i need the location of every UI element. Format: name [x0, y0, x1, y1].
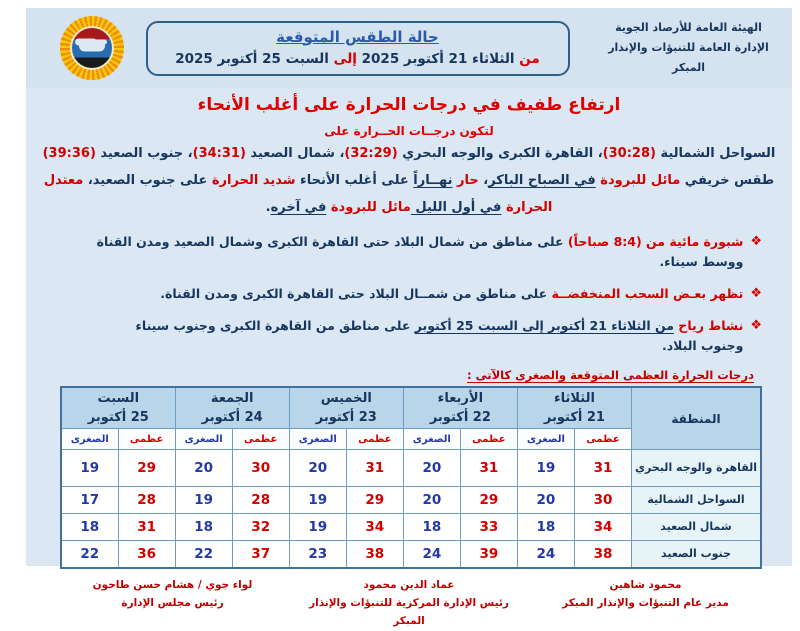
diamond-bullet-icon: ❖: [750, 318, 762, 334]
text-segment: .: [265, 200, 271, 216]
forecast-bullet-list: [96, 232, 762, 357]
temp-max-cell: 29: [118, 450, 175, 487]
text-segment: معتدل الحرارة: [43, 173, 553, 216]
signatory-title: مدير عام التنبؤات والإنذار المبكر: [562, 597, 729, 610]
text-segment: في آخره: [270, 200, 327, 216]
bullet-text: [96, 232, 743, 272]
text-segment: نشاط رياح: [673, 318, 744, 334]
bullet-item: [96, 232, 762, 272]
signatory-title: رئيس مجلس الإدارة: [121, 597, 224, 610]
day-name: السبت: [97, 390, 140, 406]
temp-min-cell: 18: [61, 514, 118, 541]
ema-logo-icon: [60, 16, 124, 80]
text-segment: مائل للبرودة: [326, 200, 411, 216]
text-segment: من: [514, 50, 540, 67]
text-segment: السبت 25 أكتوبر 2025: [175, 50, 329, 67]
text-segment: حار: [452, 173, 479, 188]
table-caption: درجات الحرارة العظمى المتوقعة والصغرى كالآتى :: [467, 368, 754, 383]
day-header: [289, 387, 403, 429]
text-segment: الثلاثاء 21 أكتوبر 2025: [356, 50, 515, 67]
signature-footer: [56, 577, 762, 631]
temp-max-cell: 32: [232, 514, 289, 541]
text-segment: مائل للبرودة: [595, 173, 681, 188]
temp-max-cell: 31: [574, 450, 631, 487]
org-line2: الإدارة العامة للتنبؤات والإنذار المبكر: [608, 41, 769, 74]
diamond-bullet-icon: ❖: [750, 233, 762, 249]
signature-block: [529, 577, 762, 631]
day-header: [517, 387, 631, 429]
signature-block: [293, 577, 526, 631]
weather-description-paragraph: [39, 167, 779, 222]
table-row: [61, 541, 761, 569]
max-label: عظمى: [232, 429, 289, 450]
temp-min-cell: 19: [175, 487, 232, 514]
temp-max-cell: 34: [574, 514, 631, 541]
bulletin-title: حالة الطقس المتوقعة: [276, 27, 439, 46]
temp-min-cell: 19: [517, 450, 574, 487]
text-segment: (32:29): [344, 146, 398, 161]
forecast-headline: ارتفاع طفيف في درجات الحرارة على أغلب الأنحاء: [197, 95, 621, 115]
org-line1: الهيئة العامة للأرصاد الجوية: [615, 21, 762, 35]
day-header: [175, 387, 289, 429]
temp-min-cell: 23: [289, 541, 346, 569]
max-label: عظمى: [574, 429, 631, 450]
text-segment: ، شمال الصعيد: [245, 146, 345, 161]
temp-min-cell: 24: [403, 541, 460, 569]
min-label: الصغرى: [517, 429, 574, 450]
temp-min-cell: 18: [403, 514, 460, 541]
max-label: عظمى: [346, 429, 403, 450]
weather-bulletin-page: [26, 8, 792, 628]
text-segment: (34:31): [192, 146, 246, 161]
signatory-name: محمود شاهين: [609, 579, 682, 592]
temp-min-cell: 17: [61, 487, 118, 514]
temp-max-cell: 28: [118, 487, 175, 514]
bullet-item: [96, 316, 762, 356]
text-segment: طقس خريفي: [680, 173, 775, 188]
temp-min-cell: 22: [61, 541, 118, 569]
text-segment: إلى: [328, 50, 357, 67]
text-segment: تظهر بعـض السحب المنخفضــة: [547, 285, 744, 301]
regions-temperature-line: [26, 146, 792, 161]
day-date: 21 أكتوبر: [543, 410, 605, 426]
temp-max-cell: 38: [574, 541, 631, 569]
organization-name: [591, 18, 786, 77]
temp-min-cell: 20: [403, 487, 460, 514]
temp-min-cell: 18: [175, 514, 232, 541]
text-segment: (30:28): [602, 146, 656, 161]
min-label: الصغرى: [61, 429, 118, 450]
temp-max-cell: 37: [232, 541, 289, 569]
temp-max-cell: 31: [346, 450, 403, 487]
signatory-name: عماد الدين محمود: [363, 579, 455, 592]
signatory-name: لواء جوي / هشام حسن طاحون: [92, 579, 253, 592]
temp-max-cell: 36: [118, 541, 175, 569]
day-name: الجمعة: [210, 390, 254, 406]
region-name-cell: شمال الصعيد: [632, 514, 762, 541]
text-segment: على مناطق من شمال البلاد حتى القاهرة الكبرى وشمال الصعيد ومدن القناة ووسط سيناء.: [96, 233, 744, 269]
temp-max-cell: 30: [574, 487, 631, 514]
ema-logo-emblem: [70, 26, 114, 70]
temp-max-cell: 31: [118, 514, 175, 541]
text-segment: على مناطق من شمــال البلاد حتى القاهرة الكبرى ومدن القناة.: [160, 285, 548, 301]
temp-max-cell: 30: [232, 450, 289, 487]
temp-min-cell: 18: [517, 514, 574, 541]
day-name: الثلاثاء: [553, 390, 595, 406]
temp-max-cell: 29: [460, 487, 517, 514]
text-segment: في الصباح الباكر: [488, 173, 596, 188]
day-date: 23 أكتوبر: [315, 410, 377, 426]
temp-max-cell: 29: [346, 487, 403, 514]
max-label: عظمى: [118, 429, 175, 450]
day-date: 24 أكتوبر: [201, 410, 263, 426]
region-name-cell: السواحل الشمالية: [632, 487, 762, 514]
temp-min-cell: 20: [403, 450, 460, 487]
cloud-icon: [79, 41, 105, 52]
bullet-text: [160, 284, 743, 304]
signature-block: [56, 577, 289, 631]
temp-min-cell: 22: [175, 541, 232, 569]
bullet-text: [96, 316, 743, 356]
temp-max-cell: 33: [460, 514, 517, 541]
table-row: [61, 487, 761, 514]
temp-min-cell: 20: [289, 450, 346, 487]
header-banner: [26, 8, 792, 88]
region-name-cell: القاهرة والوجه البحري: [632, 450, 762, 487]
temp-min-cell: 19: [289, 487, 346, 514]
text-segment: في أول الليل: [410, 200, 502, 216]
temp-max-cell: 34: [346, 514, 403, 541]
region-column-header: المنطقة: [632, 387, 762, 450]
temp-min-cell: 20: [175, 450, 232, 487]
text-segment: على مناطق من القاهرة الكبرى وجنوب سيناء وجنوب البلاد.: [135, 318, 744, 354]
min-label: الصغرى: [175, 429, 232, 450]
bulletin-title-box: [146, 21, 570, 76]
day-date: 25 أكتوبر: [87, 410, 149, 426]
text-segment: (39:36): [42, 146, 96, 161]
text-segment: شديد الحرارة: [207, 173, 296, 188]
temp-min-cell: 19: [61, 450, 118, 487]
bullet-item: [96, 284, 762, 305]
text-segment: شبورة مائية من (8:4 صباحاً): [563, 233, 744, 249]
text-segment: على جنوب الصعيد،: [83, 173, 208, 188]
bulletin-date-range: [156, 51, 560, 67]
diamond-bullet-icon: ❖: [750, 285, 762, 301]
day-header: [403, 387, 517, 429]
temp-max-cell: 39: [460, 541, 517, 569]
signatory-title: رئيس الإدارة المركزية للتنبؤات والإنذار المبكر: [309, 597, 509, 628]
text-segment: ،: [478, 173, 489, 188]
temp-max-cell: 31: [460, 450, 517, 487]
temp-min-cell: 24: [517, 541, 574, 569]
day-name: الخميس: [320, 390, 372, 406]
forecast-subheadline: لتكون درجــات الحــرارة على: [324, 124, 494, 138]
temperature-table: [60, 386, 762, 569]
text-segment: السواحل الشمالية: [655, 146, 776, 161]
temp-max-cell: 28: [232, 487, 289, 514]
table-row: [61, 450, 761, 487]
text-segment: ، جنوب الصعيد: [95, 146, 193, 161]
text-segment: من الثلاثاء 21 أكتوبر إلى السبت 25 أكتوبر: [414, 318, 674, 334]
table-row: [61, 514, 761, 541]
min-label: الصغرى: [289, 429, 346, 450]
text-segment: ، القاهرة الكبرى والوجه البحري: [397, 146, 603, 161]
region-name-cell: جنوب الصعيد: [632, 541, 762, 569]
day-date: 22 أكتوبر: [429, 410, 491, 426]
temp-min-cell: 19: [289, 514, 346, 541]
day-header: [61, 387, 175, 429]
text-segment: على أغلب الأنحاء: [295, 173, 414, 188]
temp-max-cell: 38: [346, 541, 403, 569]
min-label: الصغرى: [403, 429, 460, 450]
day-name: الأربعاء: [437, 390, 484, 406]
temp-min-cell: 20: [517, 487, 574, 514]
text-segment: نهــاراً: [413, 173, 453, 188]
max-label: عظمى: [460, 429, 517, 450]
